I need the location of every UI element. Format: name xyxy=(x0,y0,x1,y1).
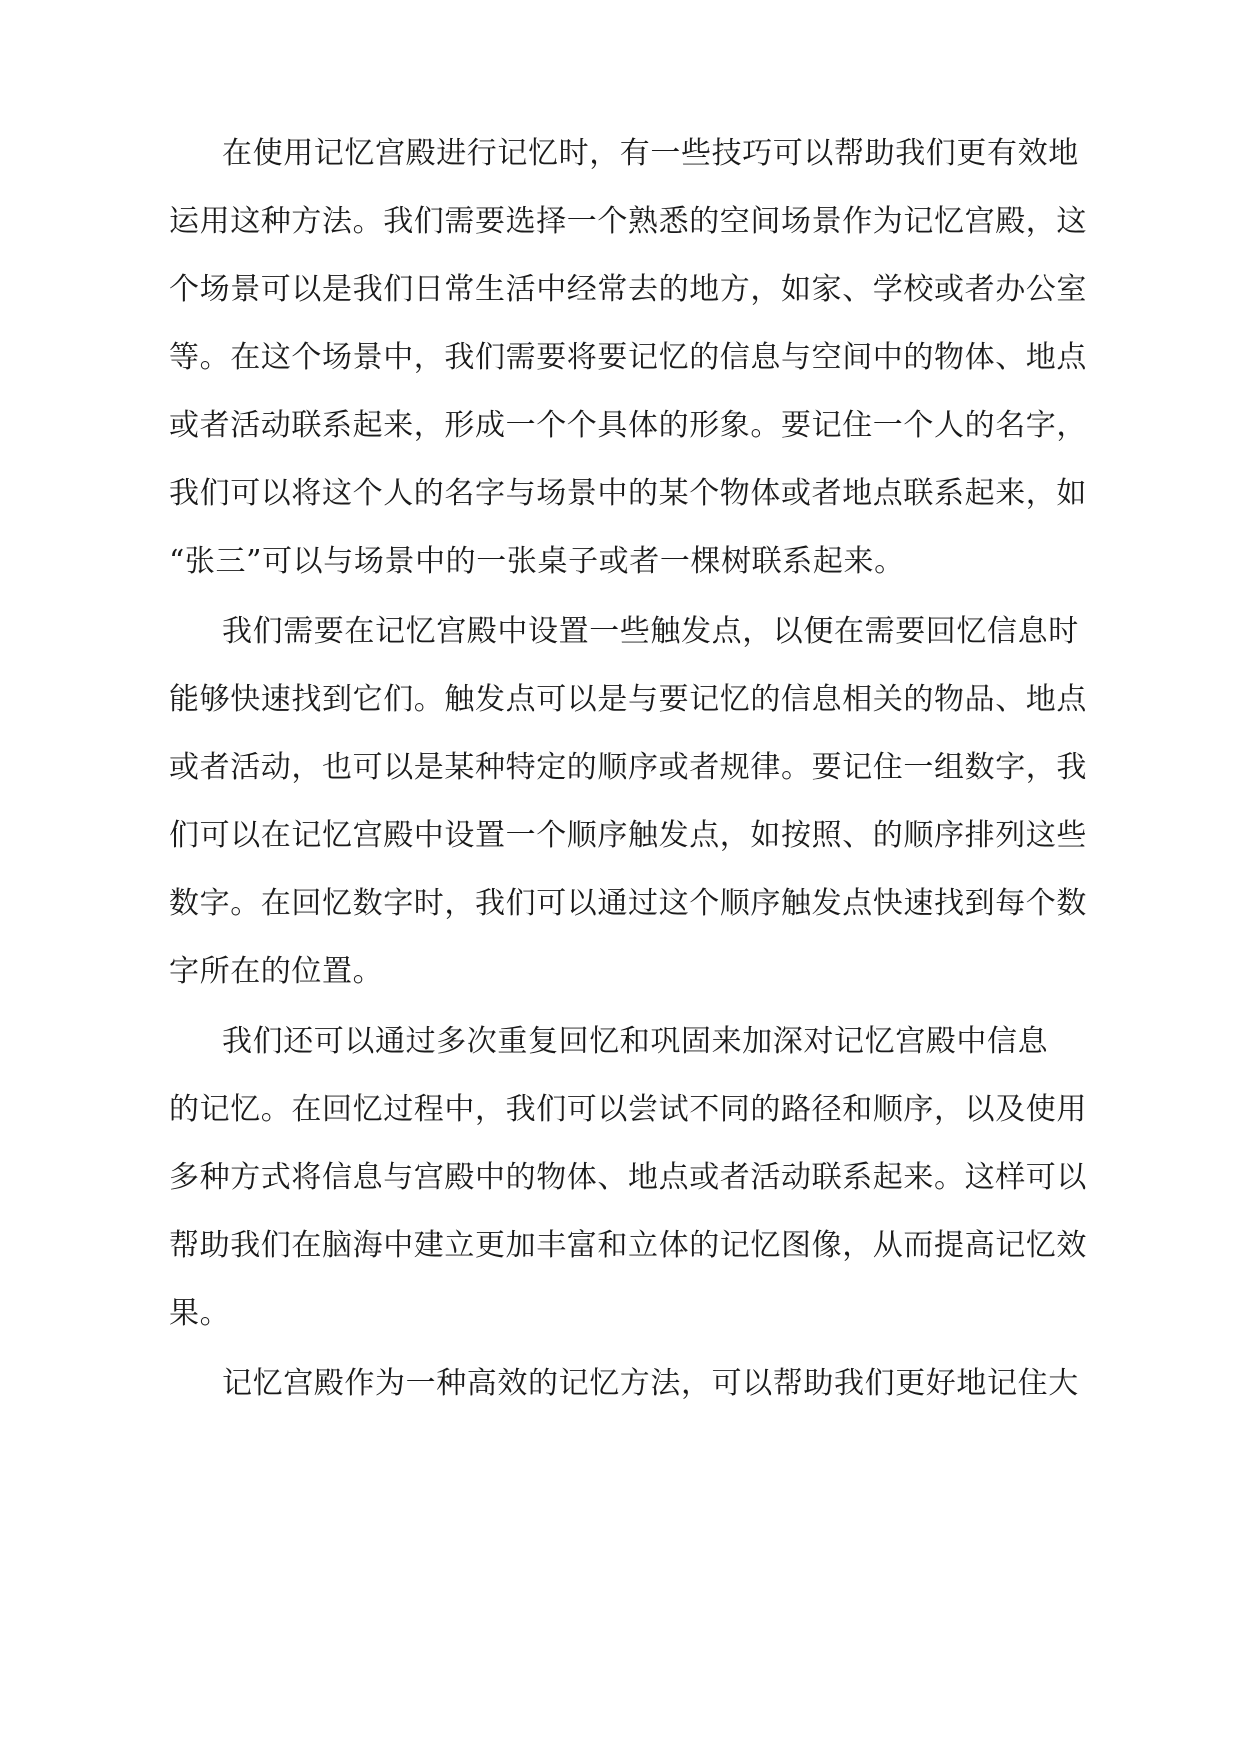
text-line: 在使用记忆宫殿进行记忆时，有一些技巧可以帮助我们更有效地 xyxy=(222,136,1079,171)
text-line: 或者活动联系起来，形成一个个具体的形象。要记住一个人的名字， xyxy=(169,408,1087,443)
text-line: 能够快速找到它们。触发点可以是与要记忆的信息相关的物品、地点 xyxy=(169,682,1087,717)
text-line: 的记忆。在回忆过程中，我们可以尝试不同的路径和顺序，以及使用 xyxy=(169,1092,1087,1127)
text-line: 我们还可以通过多次重复回忆和巩固来加深对记忆宫殿中信息 xyxy=(222,1024,1049,1059)
text-line: “张三”可以与场景中的一张桌子或者一棵树联系起来。 xyxy=(169,544,905,579)
text-line: 们可以在记忆宫殿中设置一个顺序触发点，如按照、的顺序排列这些 xyxy=(169,818,1087,853)
text-line: 我们需要在记忆宫殿中设置一些触发点，以便在需要回忆信息时 xyxy=(222,614,1079,649)
text-line: 或者活动，也可以是某种特定的顺序或者规律。要记住一组数字，我 xyxy=(169,750,1087,785)
text-line: 果。 xyxy=(169,1296,231,1331)
text-line: 数字。在回忆数字时，我们可以通过这个顺序触发点快速找到每个数 xyxy=(169,886,1087,921)
text-line: 等。在这个场景中，我们需要将要记忆的信息与空间中的物体、地点 xyxy=(169,340,1087,375)
text-line: 帮助我们在脑海中建立更加丰富和立体的记忆图像，从而提高记忆效 xyxy=(169,1228,1087,1263)
text-line: 个场景可以是我们日常生活中经常去的地方，如家、学校或者办公室 xyxy=(169,272,1087,307)
text-line: 我们可以将这个人的名字与场景中的某个物体或者地点联系起来，如 xyxy=(169,476,1087,511)
text-line: 运用这种方法。我们需要选择一个熟悉的空间场景作为记忆宫殿，这 xyxy=(169,204,1087,239)
text-line: 多种方式将信息与宫殿中的物体、地点或者活动联系起来。这样可以 xyxy=(169,1160,1087,1195)
text-line: 字所在的位置。 xyxy=(169,954,384,989)
text-line: 记忆宫殿作为一种高效的记忆方法，可以帮助我们更好地记住大 xyxy=(222,1366,1079,1401)
